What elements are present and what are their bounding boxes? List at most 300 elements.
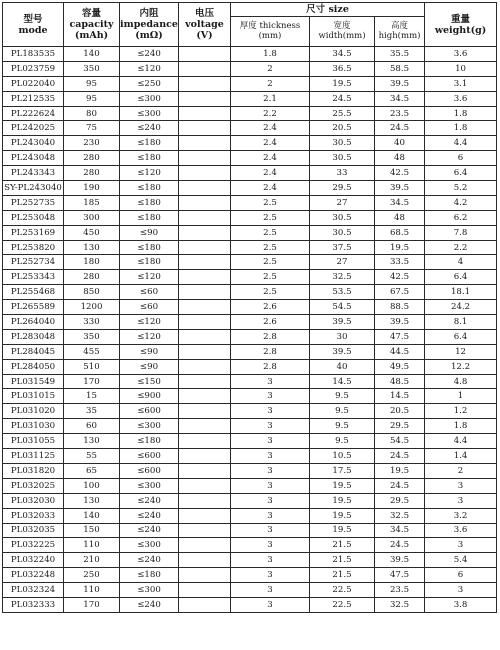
height-cell: 47.5	[375, 568, 425, 583]
weight-cell: 1	[425, 389, 497, 404]
impedance-cell: ≤60	[120, 285, 179, 300]
impedance-cell: ≤240	[120, 47, 179, 62]
table-row	[3, 523, 497, 538]
weight-cell: 6.4	[425, 270, 497, 285]
capacity-cell: 185	[64, 195, 120, 210]
voltage-cell	[179, 359, 231, 374]
capacity-cell: 170	[64, 374, 120, 389]
width-cell: 19.5	[310, 508, 375, 523]
table-row	[3, 449, 497, 464]
width-cell: 22.5	[310, 597, 375, 612]
capacity-cell: 510	[64, 359, 120, 374]
impedance-cell: ≤150	[120, 374, 179, 389]
voltage-cell	[179, 106, 231, 121]
thickness-cell: 2.4	[231, 151, 310, 166]
capacity-cell: 65	[64, 463, 120, 478]
height-cell: 48	[375, 151, 425, 166]
height-cell: 32.5	[375, 508, 425, 523]
weight-cell: 5.2	[425, 181, 497, 196]
voltage-cell	[179, 136, 231, 151]
table-row	[3, 493, 497, 508]
model-cell: PL183535	[3, 47, 64, 62]
model-cell: PL242025	[3, 121, 64, 136]
model-cell: PL284050	[3, 359, 64, 374]
thickness-cell: 3	[231, 553, 310, 568]
voltage-cell	[179, 404, 231, 419]
voltage-cell	[179, 121, 231, 136]
voltage-cell	[179, 195, 231, 210]
model-cell: PL031549	[3, 374, 64, 389]
model-cell: PL031125	[3, 449, 64, 464]
capacity-cell: 350	[64, 329, 120, 344]
width-cell: 9.5	[310, 389, 375, 404]
impedance-cell: ≤180	[120, 151, 179, 166]
thickness-cell: 3	[231, 419, 310, 434]
width-cell: 30	[310, 329, 375, 344]
voltage-cell	[179, 478, 231, 493]
thickness-cell: 3	[231, 463, 310, 478]
impedance-cell: ≤600	[120, 404, 179, 419]
weight-cell: 3	[425, 583, 497, 598]
width-cell: 37.5	[310, 240, 375, 255]
weight-cell: 3.2	[425, 508, 497, 523]
model-cell: PL222624	[3, 106, 64, 121]
width-cell: 17.5	[310, 463, 375, 478]
height-cell: 20.5	[375, 404, 425, 419]
voltage-cell	[179, 329, 231, 344]
capacity-cell: 95	[64, 91, 120, 106]
voltage-cell	[179, 389, 231, 404]
model-cell: PL031055	[3, 434, 64, 449]
width-cell: 21.5	[310, 553, 375, 568]
table-row	[3, 195, 497, 210]
model-cell: PL031820	[3, 463, 64, 478]
thickness-cell: 3	[231, 478, 310, 493]
table-row	[3, 181, 497, 196]
thickness-cell: 2.2	[231, 106, 310, 121]
model-cell: PL253820	[3, 240, 64, 255]
impedance-cell: ≤180	[120, 255, 179, 270]
model-cell: PL255468	[3, 285, 64, 300]
voltage-cell	[179, 151, 231, 166]
weight-cell: 3	[425, 538, 497, 553]
thickness-cell: 3	[231, 597, 310, 612]
width-cell: 10.5	[310, 449, 375, 464]
table-row	[3, 270, 497, 285]
capacity-cell: 1200	[64, 300, 120, 315]
capacity-cell: 110	[64, 583, 120, 598]
thickness-cell: 2.6	[231, 300, 310, 315]
impedance-cell: ≤180	[120, 136, 179, 151]
capacity-cell: 55	[64, 449, 120, 464]
voltage-cell	[179, 523, 231, 538]
table-body	[3, 47, 497, 613]
voltage-cell	[179, 374, 231, 389]
table-row	[3, 106, 497, 121]
voltage-cell	[179, 508, 231, 523]
model-cell: PL264040	[3, 315, 64, 330]
table-row	[3, 300, 497, 315]
capacity-cell: 455	[64, 344, 120, 359]
model-cell: PL243048	[3, 151, 64, 166]
weight-cell: 6.4	[425, 329, 497, 344]
weight-cell: 3	[425, 478, 497, 493]
height-cell: 39.5	[375, 76, 425, 91]
width-cell: 29.5	[310, 181, 375, 196]
impedance-cell: ≤300	[120, 419, 179, 434]
thickness-cell: 3	[231, 508, 310, 523]
capacity-cell: 35	[64, 404, 120, 419]
header-model: 型号 mode	[3, 3, 64, 47]
voltage-cell	[179, 419, 231, 434]
voltage-cell	[179, 210, 231, 225]
capacity-cell: 280	[64, 166, 120, 181]
impedance-cell: ≤120	[120, 166, 179, 181]
width-cell: 30.5	[310, 225, 375, 240]
width-cell: 19.5	[310, 523, 375, 538]
table-row	[3, 61, 497, 76]
capacity-cell: 130	[64, 240, 120, 255]
width-cell: 21.5	[310, 538, 375, 553]
weight-cell: 2	[425, 463, 497, 478]
width-cell: 9.5	[310, 419, 375, 434]
weight-cell: 1.8	[425, 106, 497, 121]
impedance-cell: ≤120	[120, 315, 179, 330]
width-cell: 9.5	[310, 404, 375, 419]
thickness-cell: 2.4	[231, 136, 310, 151]
weight-cell: 10	[425, 61, 497, 76]
weight-cell: 3.6	[425, 91, 497, 106]
table-row	[3, 285, 497, 300]
impedance-cell: ≤180	[120, 434, 179, 449]
impedance-cell: ≤180	[120, 240, 179, 255]
impedance-cell: ≤300	[120, 106, 179, 121]
capacity-cell: 190	[64, 181, 120, 196]
width-cell: 19.5	[310, 76, 375, 91]
model-cell: SY-PL243040	[3, 181, 64, 196]
voltage-cell	[179, 91, 231, 106]
thickness-cell: 2.6	[231, 315, 310, 330]
thickness-cell: 2.5	[231, 270, 310, 285]
impedance-cell: ≤180	[120, 195, 179, 210]
width-cell: 30.5	[310, 151, 375, 166]
capacity-cell: 140	[64, 508, 120, 523]
capacity-cell: 250	[64, 568, 120, 583]
table-row	[3, 597, 497, 612]
voltage-cell	[179, 76, 231, 91]
voltage-cell	[179, 166, 231, 181]
impedance-cell: ≤90	[120, 344, 179, 359]
model-cell: PL253048	[3, 210, 64, 225]
model-cell: PL032333	[3, 597, 64, 612]
weight-cell: 4.2	[425, 195, 497, 210]
capacity-cell: 850	[64, 285, 120, 300]
thickness-cell: 2.8	[231, 329, 310, 344]
height-cell: 34.5	[375, 91, 425, 106]
weight-cell: 18.1	[425, 285, 497, 300]
width-cell: 34.5	[310, 47, 375, 62]
header-impedance: 内阻 impedance (mΩ)	[120, 3, 179, 47]
weight-cell: 4.8	[425, 374, 497, 389]
height-cell: 33.5	[375, 255, 425, 270]
table-row	[3, 329, 497, 344]
capacity-cell: 280	[64, 151, 120, 166]
table-row	[3, 136, 497, 151]
capacity-cell: 350	[64, 61, 120, 76]
voltage-cell	[179, 181, 231, 196]
height-cell: 35.5	[375, 47, 425, 62]
height-cell: 54.5	[375, 434, 425, 449]
capacity-cell: 15	[64, 389, 120, 404]
table-row	[3, 583, 497, 598]
impedance-cell: ≤240	[120, 597, 179, 612]
table-row	[3, 91, 497, 106]
table-row	[3, 374, 497, 389]
impedance-cell: ≤180	[120, 568, 179, 583]
thickness-cell: 2	[231, 76, 310, 91]
table-row	[3, 344, 497, 359]
width-cell: 54.5	[310, 300, 375, 315]
capacity-cell: 170	[64, 597, 120, 612]
model-cell: PL032033	[3, 508, 64, 523]
width-cell: 39.5	[310, 315, 375, 330]
table-row	[3, 47, 497, 62]
voltage-cell	[179, 493, 231, 508]
thickness-cell: 2.4	[231, 181, 310, 196]
width-cell: 40	[310, 359, 375, 374]
model-cell: PL032025	[3, 478, 64, 493]
model-cell: PL252734	[3, 255, 64, 270]
capacity-cell: 75	[64, 121, 120, 136]
weight-cell: 1.4	[425, 449, 497, 464]
width-cell: 30.5	[310, 136, 375, 151]
model-cell: PL022040	[3, 76, 64, 91]
weight-cell: 3.8	[425, 597, 497, 612]
impedance-cell: ≤180	[120, 181, 179, 196]
thickness-cell: 3	[231, 538, 310, 553]
impedance-cell: ≤300	[120, 583, 179, 598]
voltage-cell	[179, 344, 231, 359]
width-cell: 25.5	[310, 106, 375, 121]
model-cell: PL253169	[3, 225, 64, 240]
capacity-cell: 210	[64, 553, 120, 568]
weight-cell: 3.6	[425, 523, 497, 538]
voltage-cell	[179, 240, 231, 255]
height-cell: 14.5	[375, 389, 425, 404]
weight-cell: 1.2	[425, 404, 497, 419]
height-cell: 44.5	[375, 344, 425, 359]
weight-cell: 3.6	[425, 47, 497, 62]
capacity-cell: 450	[64, 225, 120, 240]
impedance-cell: ≤240	[120, 121, 179, 136]
height-cell: 47.5	[375, 329, 425, 344]
height-cell: 24.5	[375, 121, 425, 136]
weight-cell: 6	[425, 568, 497, 583]
thickness-cell: 2.8	[231, 359, 310, 374]
table-row	[3, 404, 497, 419]
header-thickness: 厚度 thickness (mm)	[231, 17, 310, 47]
capacity-cell: 80	[64, 106, 120, 121]
header-voltage: 电压 voltage (V)	[179, 3, 231, 47]
thickness-cell: 1.8	[231, 47, 310, 62]
model-cell: PL253343	[3, 270, 64, 285]
thickness-cell: 2.5	[231, 210, 310, 225]
model-cell: PL032240	[3, 553, 64, 568]
voltage-cell	[179, 270, 231, 285]
capacity-cell: 95	[64, 76, 120, 91]
voltage-cell	[179, 285, 231, 300]
thickness-cell: 2.4	[231, 166, 310, 181]
thickness-cell: 3	[231, 389, 310, 404]
thickness-cell: 3	[231, 523, 310, 538]
voltage-cell	[179, 553, 231, 568]
table-row	[3, 121, 497, 136]
model-cell: PL265589	[3, 300, 64, 315]
width-cell: 20.5	[310, 121, 375, 136]
impedance-cell: ≤240	[120, 553, 179, 568]
height-cell: 23.5	[375, 106, 425, 121]
weight-cell: 2.2	[425, 240, 497, 255]
thickness-cell: 2.4	[231, 121, 310, 136]
height-cell: 19.5	[375, 240, 425, 255]
height-cell: 48	[375, 210, 425, 225]
table-row	[3, 225, 497, 240]
width-cell: 9.5	[310, 434, 375, 449]
capacity-cell: 110	[64, 538, 120, 553]
weight-cell: 5.4	[425, 553, 497, 568]
table-row	[3, 76, 497, 91]
height-cell: 29.5	[375, 493, 425, 508]
height-cell: 34.5	[375, 523, 425, 538]
table-row	[3, 434, 497, 449]
height-cell: 29.5	[375, 419, 425, 434]
model-cell: PL032248	[3, 568, 64, 583]
height-cell: 39.5	[375, 315, 425, 330]
impedance-cell: ≤180	[120, 210, 179, 225]
table-row	[3, 166, 497, 181]
width-cell: 21.5	[310, 568, 375, 583]
table-row	[3, 463, 497, 478]
weight-cell: 6	[425, 151, 497, 166]
weight-cell: 3	[425, 493, 497, 508]
voltage-cell	[179, 47, 231, 62]
width-cell: 30.5	[310, 210, 375, 225]
voltage-cell	[179, 61, 231, 76]
width-cell: 32.5	[310, 270, 375, 285]
table-row	[3, 240, 497, 255]
width-cell: 53.5	[310, 285, 375, 300]
width-cell: 14.5	[310, 374, 375, 389]
height-cell: 39.5	[375, 181, 425, 196]
height-cell: 39.5	[375, 553, 425, 568]
weight-cell: 12.2	[425, 359, 497, 374]
weight-cell: 1.8	[425, 121, 497, 136]
table-header	[3, 3, 497, 47]
height-cell: 24.5	[375, 538, 425, 553]
table-row	[3, 538, 497, 553]
model-cell: PL031020	[3, 404, 64, 419]
capacity-cell: 60	[64, 419, 120, 434]
weight-cell: 1.8	[425, 419, 497, 434]
width-cell: 22.5	[310, 583, 375, 598]
capacity-cell: 140	[64, 47, 120, 62]
capacity-cell: 150	[64, 523, 120, 538]
model-cell: PL252735	[3, 195, 64, 210]
weight-cell: 4	[425, 255, 497, 270]
width-cell: 33	[310, 166, 375, 181]
height-cell: 42.5	[375, 270, 425, 285]
table-row	[3, 478, 497, 493]
table-row	[3, 568, 497, 583]
height-cell: 49.5	[375, 359, 425, 374]
table-row	[3, 359, 497, 374]
impedance-cell: ≤120	[120, 329, 179, 344]
impedance-cell: ≤240	[120, 523, 179, 538]
weight-cell: 6.4	[425, 166, 497, 181]
table-row	[3, 419, 497, 434]
width-cell: 19.5	[310, 493, 375, 508]
header-width: 宽度 width(mm)	[310, 17, 375, 47]
height-cell: 48.5	[375, 374, 425, 389]
thickness-cell: 3	[231, 583, 310, 598]
model-cell: PL031030	[3, 419, 64, 434]
impedance-cell: ≤240	[120, 508, 179, 523]
thickness-cell: 2.8	[231, 344, 310, 359]
capacity-cell: 230	[64, 136, 120, 151]
impedance-cell: ≤600	[120, 449, 179, 464]
capacity-cell: 280	[64, 270, 120, 285]
voltage-cell	[179, 538, 231, 553]
capacity-cell: 130	[64, 493, 120, 508]
impedance-cell: ≤240	[120, 493, 179, 508]
thickness-cell: 2.5	[231, 240, 310, 255]
height-cell: 24.5	[375, 449, 425, 464]
capacity-cell: 300	[64, 210, 120, 225]
table-row	[3, 210, 497, 225]
thickness-cell: 3	[231, 568, 310, 583]
impedance-cell: ≤300	[120, 478, 179, 493]
width-cell: 19.5	[310, 478, 375, 493]
weight-cell: 7.8	[425, 225, 497, 240]
header-weight: 重量 weight(g)	[425, 3, 497, 47]
model-cell: PL023759	[3, 61, 64, 76]
width-cell: 24.5	[310, 91, 375, 106]
voltage-cell	[179, 583, 231, 598]
table-row	[3, 151, 497, 166]
model-cell: PL283048	[3, 329, 64, 344]
model-cell: PL243343	[3, 166, 64, 181]
capacity-cell: 130	[64, 434, 120, 449]
model-cell: PL243040	[3, 136, 64, 151]
voltage-cell	[179, 300, 231, 315]
impedance-cell: ≤90	[120, 359, 179, 374]
height-cell: 40	[375, 136, 425, 151]
voltage-cell	[179, 434, 231, 449]
thickness-cell: 2.5	[231, 255, 310, 270]
thickness-cell: 2	[231, 61, 310, 76]
weight-cell: 12	[425, 344, 497, 359]
table-row	[3, 389, 497, 404]
thickness-cell: 2.5	[231, 195, 310, 210]
model-cell: PL212535	[3, 91, 64, 106]
height-cell: 23.5	[375, 583, 425, 598]
impedance-cell: ≤250	[120, 76, 179, 91]
capacity-cell: 180	[64, 255, 120, 270]
table-row	[3, 508, 497, 523]
thickness-cell: 2.5	[231, 225, 310, 240]
header-capacity: 容量 capacity (mAh)	[64, 3, 120, 47]
voltage-cell	[179, 225, 231, 240]
